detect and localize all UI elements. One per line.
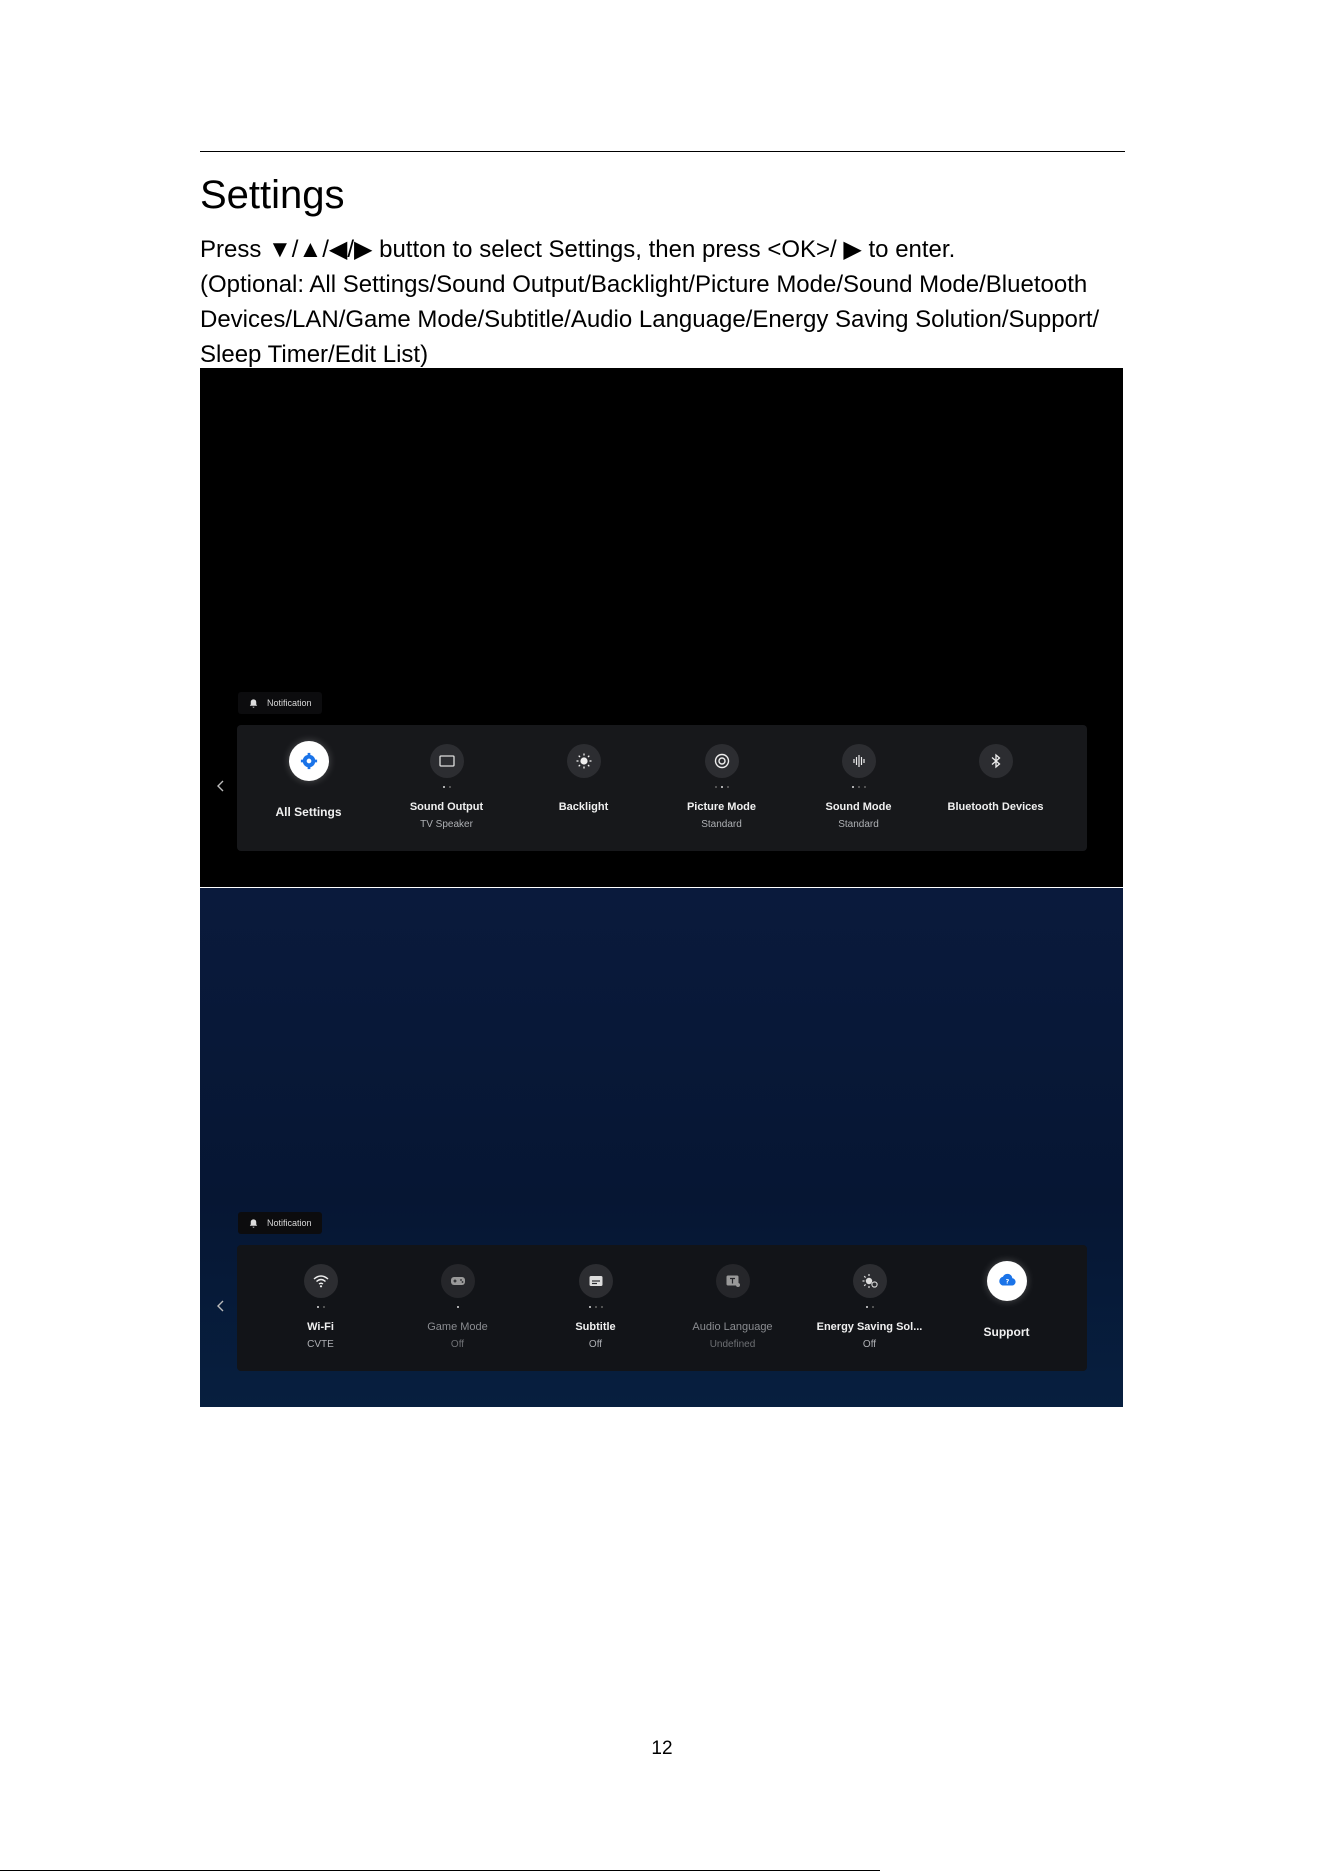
notification-label: Notification [267, 1218, 312, 1228]
tile-sound-output[interactable] [378, 725, 515, 851]
quick-settings-bar [237, 1245, 1087, 1371]
tile-value: Off [862, 1339, 877, 1350]
tile-bluetooth-devices[interactable] [927, 725, 1064, 851]
tile-label: Sound Mode [825, 801, 892, 813]
tile-label: Game Mode [427, 1321, 488, 1333]
tile-value: Undefined [709, 1339, 756, 1350]
page-dots [801, 1306, 938, 1310]
tile-value: Off [450, 1339, 465, 1350]
instruction-line: (Optional: All Settings/Sound Output/Backlight/Picture Mode/Sound Mode/Bluetooth [200, 271, 1088, 298]
bell-icon [248, 1218, 259, 1229]
tile-wifi[interactable] [252, 1245, 389, 1371]
soundwave-icon [842, 744, 876, 778]
tile-label: Energy Saving Sol... [816, 1321, 923, 1333]
instruction-line: Press ▼/▲/◀/▶ button to select Settings, then press <OK>/ ▶ to enter. [200, 236, 956, 263]
tile-subtitle[interactable] [527, 1245, 664, 1371]
tile-label: Sound Output [409, 801, 484, 813]
tile-value: CVTE [307, 1339, 334, 1350]
audio-language-icon [716, 1264, 750, 1298]
page-dots [252, 1306, 389, 1310]
chevron-left-icon[interactable] [214, 779, 228, 793]
tile-support[interactable] [938, 1245, 1075, 1371]
tile-audio-language[interactable] [664, 1245, 801, 1371]
picture-mode-icon [705, 744, 739, 778]
gear-icon [289, 741, 329, 781]
footer-rule [0, 1870, 880, 1871]
support-icon [987, 1261, 1027, 1301]
sun-icon [567, 744, 601, 778]
page-dots [527, 1306, 664, 1310]
tile-value: TV Speaker [420, 819, 473, 830]
tile-value: Standard [701, 819, 742, 830]
page-dots [389, 1306, 526, 1310]
chevron-left-icon[interactable] [214, 1299, 228, 1313]
tile-label: Support [983, 1325, 1030, 1339]
tile-backlight[interactable] [515, 725, 652, 851]
tile-label: Audio Language [692, 1321, 773, 1333]
instruction-line: Devices/LAN/Game Mode/Subtitle/Audio Language/Energy Saving Solution/Support/ [200, 306, 1100, 333]
notification-label: Notification [267, 698, 312, 708]
tile-label: Subtitle [575, 1321, 616, 1333]
header-rule [200, 151, 1125, 152]
tile-label: Backlight [558, 801, 609, 813]
tile-sound-mode[interactable] [790, 725, 927, 851]
tile-energy-saving[interactable] [801, 1245, 938, 1371]
bluetooth-icon [979, 744, 1013, 778]
wifi-icon [304, 1264, 338, 1298]
notification-button[interactable] [238, 692, 322, 714]
bell-icon [248, 698, 259, 709]
tile-value: Off [588, 1339, 603, 1350]
svg-text:?: ? [1005, 1278, 1009, 1286]
notification-button[interactable] [238, 1212, 322, 1234]
quick-settings-bar [237, 725, 1087, 851]
page-dots [790, 786, 927, 790]
tile-all-settings[interactable] [240, 725, 377, 851]
energy-saving-icon [853, 1264, 887, 1298]
tile-label: Picture Mode [686, 801, 757, 813]
tv-icon [430, 744, 464, 778]
tile-label: Bluetooth Devices [947, 801, 1044, 813]
instructions [200, 232, 1130, 372]
instruction-line: Sleep Timer/Edit List) [200, 341, 429, 368]
tile-label: Wi-Fi [307, 1321, 334, 1333]
tv-screenshot-2 [200, 888, 1123, 1407]
page-title: Settings [200, 173, 345, 217]
tile-game-mode[interactable] [389, 1245, 526, 1371]
page-dots [653, 786, 790, 790]
tile-label: All Settings [275, 805, 342, 819]
gamepad-icon [441, 1264, 475, 1298]
tv-screenshot-1 [200, 368, 1123, 887]
tile-picture-mode[interactable] [653, 725, 790, 851]
subtitle-icon [579, 1264, 613, 1298]
page-dots [378, 786, 515, 790]
page-number: 12 [651, 1738, 673, 1759]
tile-value: Standard [838, 819, 879, 830]
